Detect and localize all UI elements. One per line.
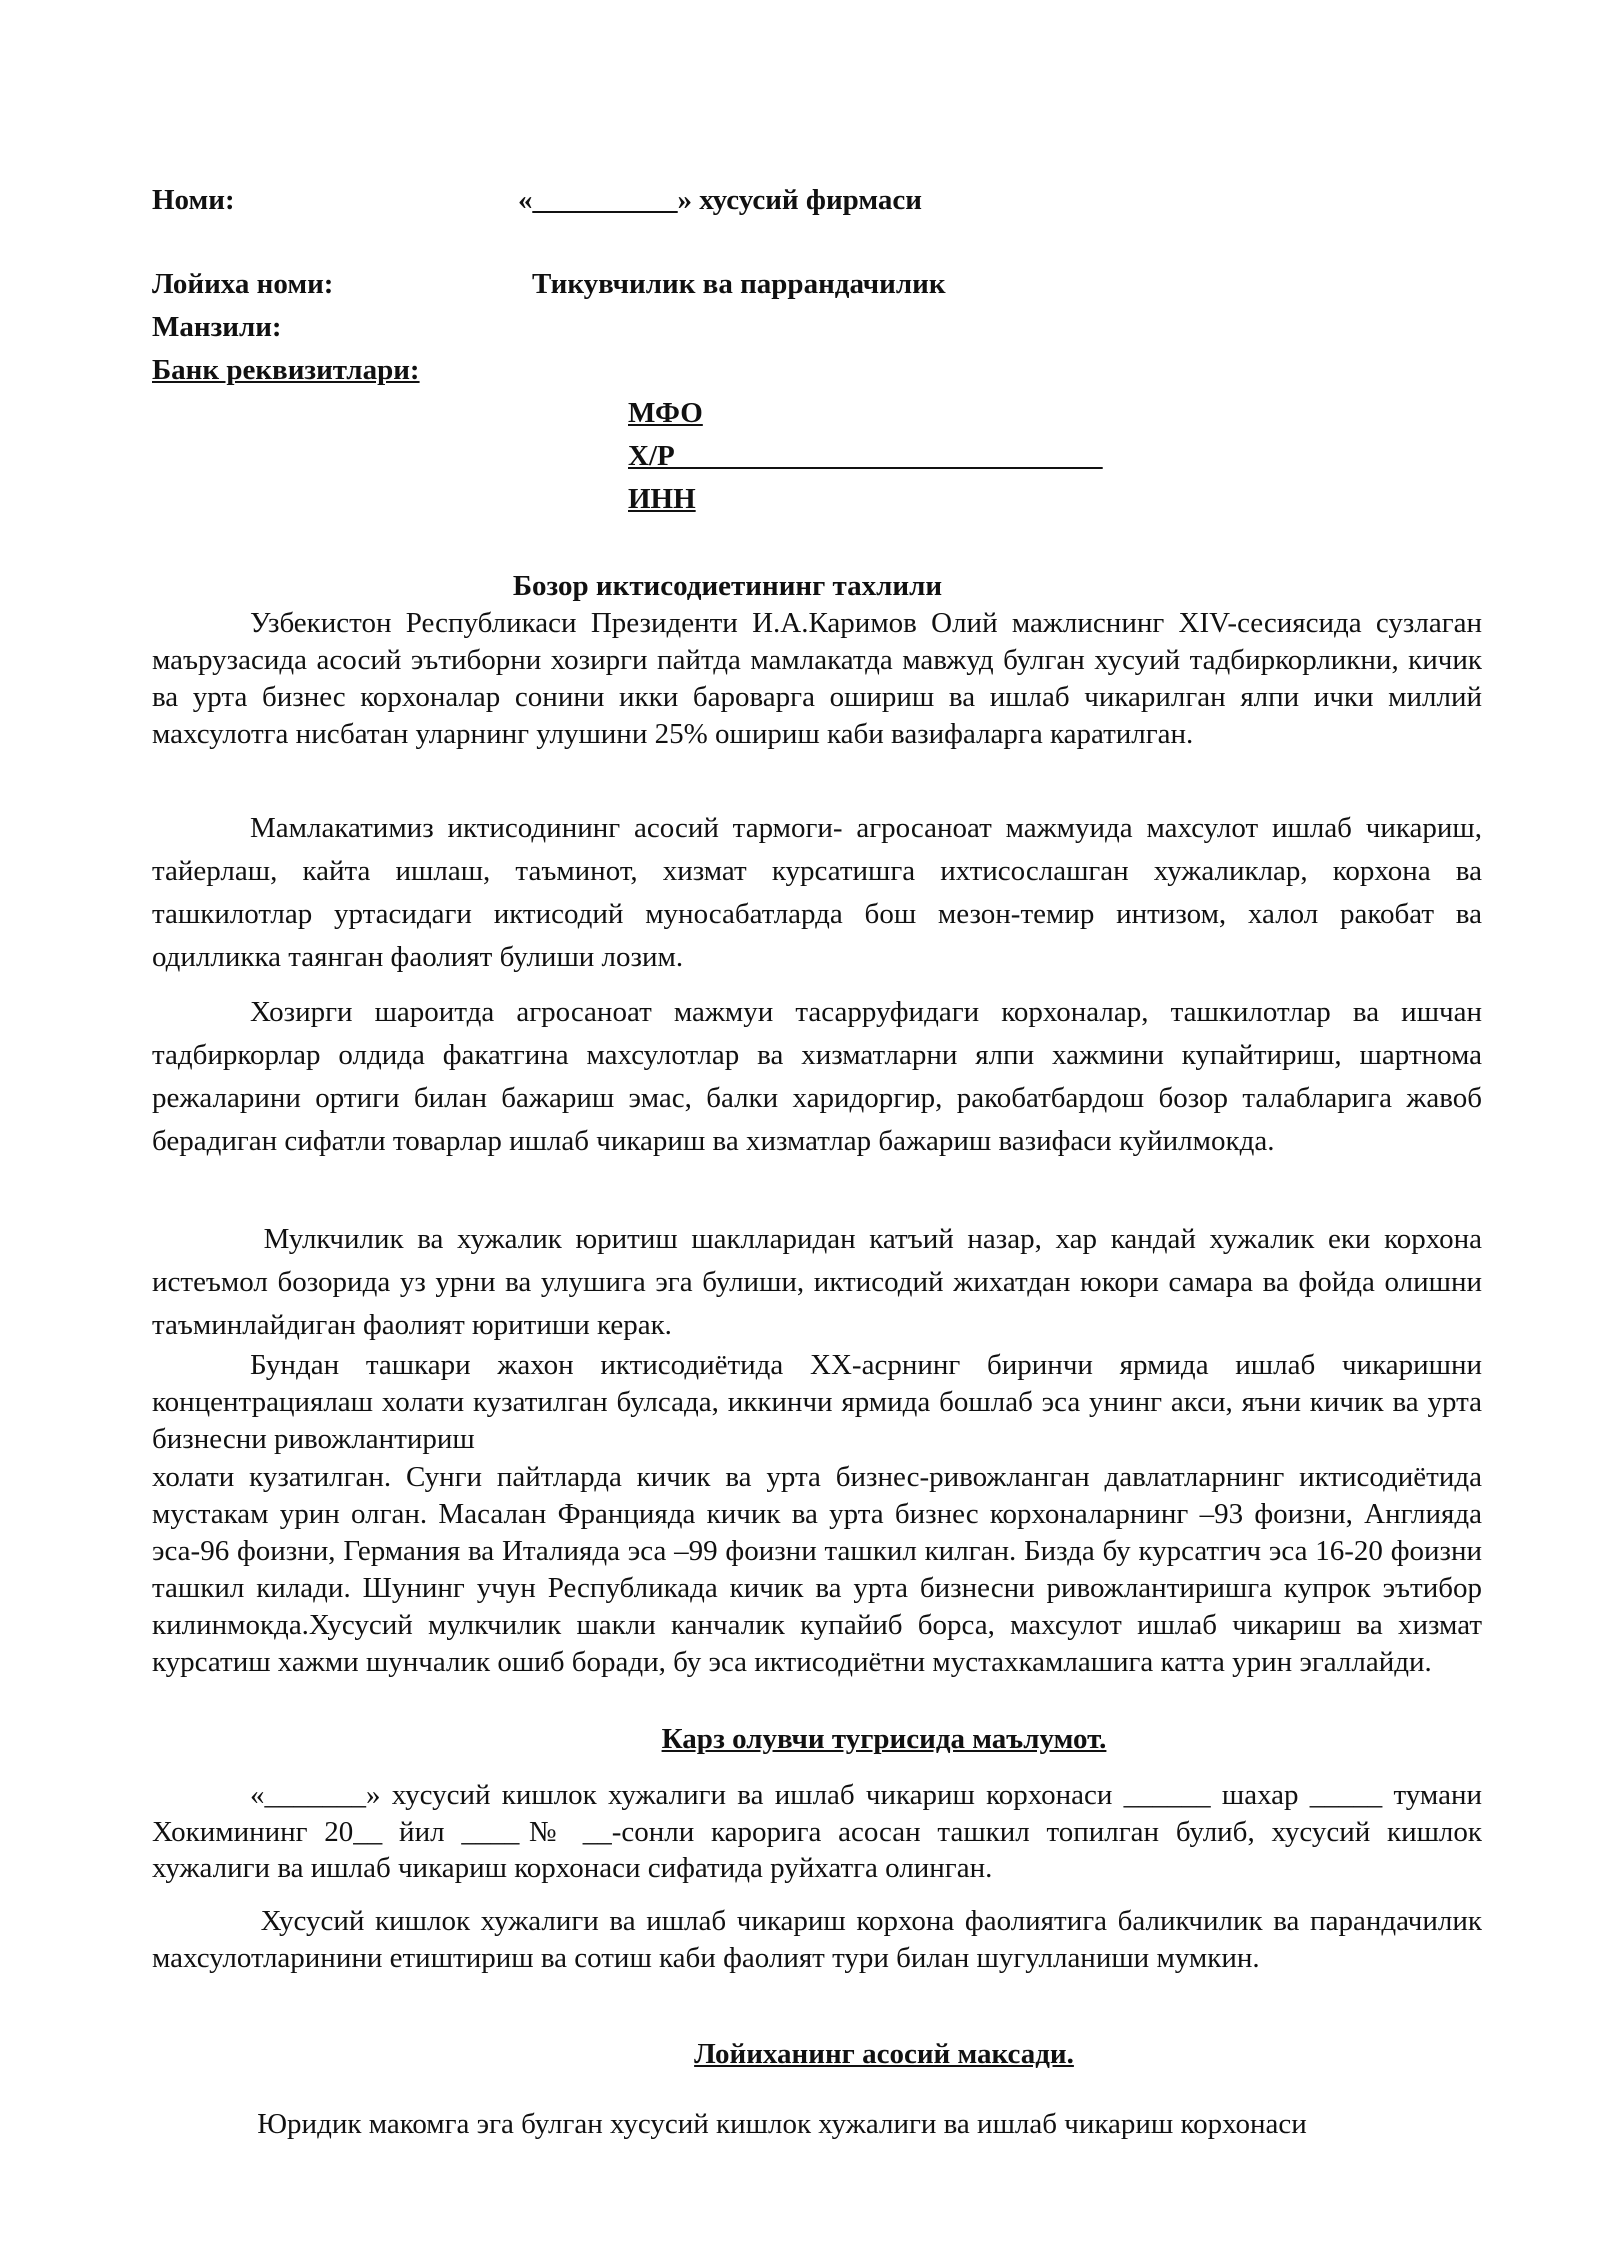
- name-label: Номи:: [152, 184, 235, 216]
- paragraph-goal-1: [152, 2106, 1482, 2143]
- paragraph-goal-1-text: Юридик макомга эга булган хусусий кишлок хужалиги ва ишлаб чикариш корхонаси: [250, 2108, 1307, 2140]
- paragraph-3-text: Хозирги шароитда агросаноат мажмуи тасарруфидаги корхоналар, ташкилотлар ва ишчан тадбиркорлар олдида факатгина махсулотлар ва хизматларни ялпи хажмини купайтириш, шартнома режаларини ортиги билан бажариш эмас, балки харидоргир, ракобатбардош бозор талабларига жавоб берадиган сифатли товарлар ишлаб чикариш ва хизматлар бажариш вазифаси куйилмокда.: [152, 996, 1482, 1157]
- section-title-market: Бозор иктисодиетининг тахлили: [512, 570, 943, 602]
- paragraph-4: [152, 1218, 1482, 1347]
- bank-label: Банк реквизитлари:: [152, 354, 420, 386]
- paragraph-5b-text: холати кузатилган. Сунги пайтларда кичик ва урта бизнес-ривожланган давлатларнинг иктисодиётида мустакам урин олган. Масалан Францияда кичик ва урта бизнес корхоналарнинг –93 фоизни, Англияда эса-96 фоизни, Германия ва Италияда эса –99 фоизни ташкил килган. Бизда бу курсатгич эса 16-20 фоизни ташкил килади. Шунинг учун Республикада кичик ва урта бизнесни ривожлантиришга купрок эътибор килинмокда.Хусусий мулкчилик шакли канчалик купайиб борса, махсулот ишлаб чикариш ва хизмат курсатиш хажми шунчалик ошиб боради, бу эса иктисодиётни мустахкамлашига катта урин эгаллайди.: [152, 1461, 1482, 1678]
- address-label: Манзили:: [152, 311, 282, 343]
- name-value: «__________» хусусий фирмаси: [518, 184, 922, 216]
- paragraph-1-text: Узбекистон Республикаси Президенти И.А.Каримов Олий мажлиснинг XIV-сесиясида сузлаган маърузасида асосий эътиборни хозирги пайтда мамлакатда мавжуд булган хусуий тадбиркорликни, кичик ва урта бизнес корхоналар сонини икки бароварга ошириш ва ишлаб чикарилган ялпи ички миллий махсулотга нисбатан уларнинг улушини 25% ошириш каби вазифаларга каратилган.: [152, 607, 1482, 750]
- paragraph-borrower-2: [152, 1903, 1482, 1976]
- section-title-goal: Лойиханинг асосий максади.: [694, 2038, 1074, 2070]
- paragraph-3: [152, 991, 1482, 1163]
- paragraph-borrower-1: [152, 1777, 1482, 1887]
- mfo-label: МФО: [628, 397, 703, 429]
- paragraph-5a-text: Бундан ташкари жахон иктисодиётида XX-асрнинг биринчи ярмида ишлаб чикаришни концентрациялаш холати кузатилган булсада, иккинчи ярмида бошлаб эса унинг акси, яъни кичик ва урта бизнесни ривожлантириш: [152, 1349, 1482, 1455]
- section-title-borrower: Карз олувчи тугрисида маълумот.: [661, 1723, 1107, 1755]
- paragraph-5a: [152, 1347, 1482, 1458]
- paragraph-2: [152, 807, 1482, 979]
- paragraph-4-text: Мулкчилик ва хужалик юритиш шаклларидан катъий назар, хар кандай хужалик еки корхона истеъмол бозорида уз урни ва улушига эга булиши, иктисодий жихатдан юкори самара ва фойда олишни таъминлайдиган фаолият юритиши керак.: [152, 1223, 1482, 1341]
- paragraph-1: [152, 605, 1482, 753]
- project-value: Тикувчилик ва паррандачилик: [532, 268, 946, 300]
- paragraph-borrower-1-text: «_______» хусусий кишлок хужалиги ва ишлаб чикариш корхонаси ______ шахар _____ тумани Хокимининг 20__ йил ____№ __-сонли карорига асосан ташкил топилган булиб, хусусий кишлок хужалиги ва ишлаб чикариш корхонаси сифатида руйхатга олинган.: [152, 1779, 1482, 1885]
- xr-label: Х/Р _____________________________: [628, 440, 1103, 472]
- project-label: Лойиха номи:: [152, 268, 334, 300]
- paragraph-5b: [152, 1459, 1482, 1681]
- paragraph-borrower-2-text: Хусусий кишлок хужалиги ва ишлаб чикариш корхона фаолиятига баликчилик ва парандачилик махсулотларинини етиштириш ва сотиш каби фаолият тури билан шугулланиши мумкин.: [152, 1905, 1482, 1974]
- paragraph-2-text: Мамлакатимиз иктисодининг асосий тармоги- агросаноат мажмуида махсулот ишлаб чикариш, тайерлаш, кайта ишлаш, таъминот, хизмат курсатишга ихтисослашган хужаликлар, корхона ва ташкилотлар уртасидаги иктисодий муносабатларда бош мезон-темир интизом, халол ракобат ва одилликка таянган фаолият булиши лозим.: [152, 812, 1482, 973]
- inn-label: ИНН: [628, 483, 696, 515]
